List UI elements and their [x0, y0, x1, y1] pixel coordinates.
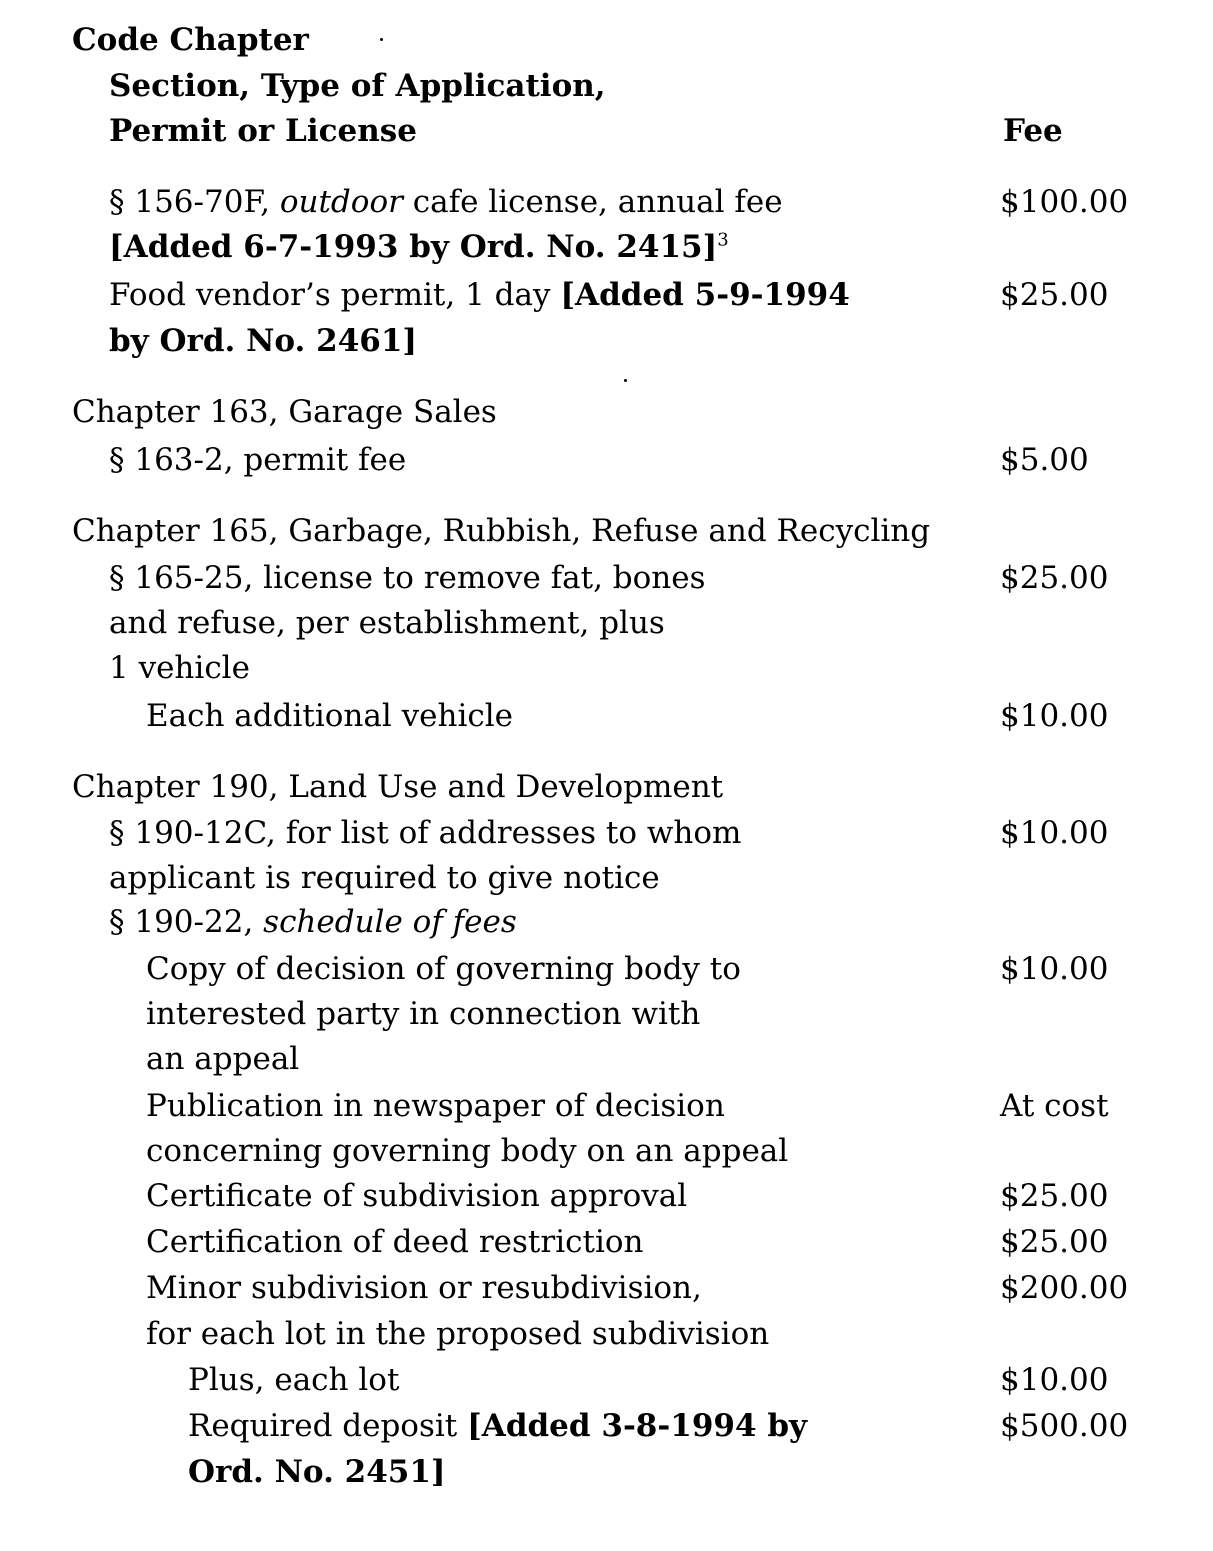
fee-row-description [109, 179, 783, 225]
description-text: Food vendor’s permit, 1 day [109, 277, 561, 313]
fee-row [0, 508, 1213, 554]
fee-row-description [146, 693, 513, 739]
description-text: Chapter 163, Garage Sales [72, 394, 497, 430]
fee-row [0, 1219, 1213, 1265]
fee-row [0, 991, 1213, 1037]
description-text: § 165-25, license to remove fat, bones [109, 560, 706, 596]
fee-row-description [146, 1219, 643, 1265]
fee-row-description [109, 645, 250, 691]
description-text: applicant is required to give notice [109, 860, 660, 896]
fee-row-description [72, 508, 930, 554]
header-section-type: Section, Type of Application, [109, 68, 606, 104]
fee-row-description [109, 437, 406, 483]
fee-amount: $10.00 [1000, 1362, 1109, 1398]
description-text: an appeal [146, 1041, 300, 1077]
description-text: Certification of deed restriction [146, 1224, 644, 1260]
fee-row-description [146, 946, 741, 992]
fee-row [0, 1311, 1213, 1357]
description-text: 1 vehicle [109, 650, 250, 686]
header-line-code-chapter [0, 17, 1213, 63]
fee-row [0, 389, 1213, 435]
description-text: interested party in connection with [146, 996, 701, 1032]
header-code-chapter: Code Chapter [72, 22, 309, 58]
description-text: Copy of decision of governing body to [146, 951, 741, 987]
description-text: § 190-22, [109, 904, 264, 940]
description-text: [Added 5-9-1994 [560, 277, 850, 313]
fee-row-description [188, 1357, 399, 1403]
fee-row-description [146, 1173, 687, 1219]
header-permit-license: Permit or License [109, 113, 417, 149]
fee-row [0, 764, 1213, 810]
fee-row-description [109, 555, 706, 601]
fee-row-description [146, 1083, 725, 1129]
description-text: [Added 3-8-1994 by [467, 1408, 808, 1444]
fee-row-description [146, 1265, 702, 1311]
fee-row [0, 1357, 1213, 1403]
fee-row-description [109, 318, 417, 364]
fee-row-description [146, 991, 700, 1037]
fee-row [0, 272, 1213, 318]
fee-row [0, 224, 1213, 270]
fee-amount: $25.00 [1000, 1224, 1109, 1260]
scan-speck [380, 38, 383, 41]
description-text: schedule of fees [263, 904, 517, 940]
description-text: Required deposit [188, 1408, 468, 1444]
fee-row [0, 1128, 1213, 1174]
fee-row-description [109, 600, 665, 646]
fee-row [0, 693, 1213, 739]
description-text: concerning governing body on an appeal [146, 1133, 789, 1169]
description-text: Chapter 190, Land Use and Development [72, 769, 724, 805]
fee-amount: $10.00 [1000, 815, 1109, 851]
fee-row-description [109, 899, 517, 945]
description-text: Certificate of subdivision approval [146, 1178, 688, 1214]
fee-row [0, 555, 1213, 601]
fee-row [0, 1036, 1213, 1082]
header-fee: Fee [1003, 113, 1063, 149]
description-text: Ord. No. 2451] [188, 1454, 446, 1490]
fee-amount: $100.00 [1000, 184, 1129, 220]
description-text: Chapter 165, Garbage, Rubbish, Refuse and Recycling [72, 513, 931, 549]
fee-row [0, 855, 1213, 901]
fee-amount: $10.00 [1000, 698, 1109, 734]
fee-row [0, 437, 1213, 483]
fee-row-description [188, 1449, 446, 1495]
scan-speck [624, 379, 627, 382]
fee-row-description [109, 272, 850, 318]
fee-row [0, 318, 1213, 364]
description-text: Each additional vehicle [146, 698, 513, 734]
fee-amount: $10.00 [1000, 951, 1109, 987]
description-text: Plus, each lot [188, 1362, 400, 1398]
fee-amount: $25.00 [1000, 560, 1109, 596]
fee-row-description [109, 224, 729, 270]
fee-row-description [146, 1128, 788, 1174]
header-line-section-type [0, 63, 1213, 109]
fee-amount: $25.00 [1000, 1178, 1109, 1214]
description-text: Minor subdivision or resubdivision, [146, 1270, 702, 1306]
description-text: § 163-2, permit fee [109, 442, 407, 478]
fee-row-description [72, 764, 723, 810]
fee-amount: $500.00 [1000, 1408, 1129, 1444]
fee-row [0, 899, 1213, 945]
fee-row-description [109, 855, 660, 901]
fee-amount: At cost [1000, 1088, 1109, 1124]
fee-row [0, 179, 1213, 225]
description-text: § 156-70F, [109, 184, 280, 220]
description-text: [Added 6-7-1993 by Ord. No. 2415] [109, 229, 718, 265]
fee-row [0, 1173, 1213, 1219]
fee-row-description [146, 1036, 299, 1082]
fee-row [0, 946, 1213, 992]
description-text: outdoor [279, 184, 403, 220]
fee-row [0, 645, 1213, 691]
description-text: and refuse, per establishment, plus [109, 605, 665, 641]
fee-row-description [72, 389, 497, 435]
fee-row [0, 1083, 1213, 1129]
fee-amount: $5.00 [1000, 442, 1089, 478]
fee-row [0, 1403, 1213, 1449]
fee-row [0, 810, 1213, 856]
description-text: Publication in newspaper of decision [146, 1088, 725, 1124]
fee-amount: $25.00 [1000, 277, 1109, 313]
description-text: cafe license, annual fee [402, 184, 783, 220]
fee-row [0, 1449, 1213, 1495]
fee-row-description [188, 1403, 807, 1449]
fee-row-description [146, 1311, 769, 1357]
header-line-permit-license [0, 108, 1213, 154]
fee-row [0, 1265, 1213, 1311]
description-text: by Ord. No. 2461] [109, 323, 418, 359]
fee-amount: $200.00 [1000, 1270, 1129, 1306]
fee-row [0, 600, 1213, 646]
fee-row-description [109, 810, 741, 856]
description-text: § 190-12C, for list of addresses to whom [109, 815, 742, 851]
description-text: for each lot in the proposed subdivision [146, 1316, 770, 1352]
footnote-marker: 3 [717, 229, 729, 251]
